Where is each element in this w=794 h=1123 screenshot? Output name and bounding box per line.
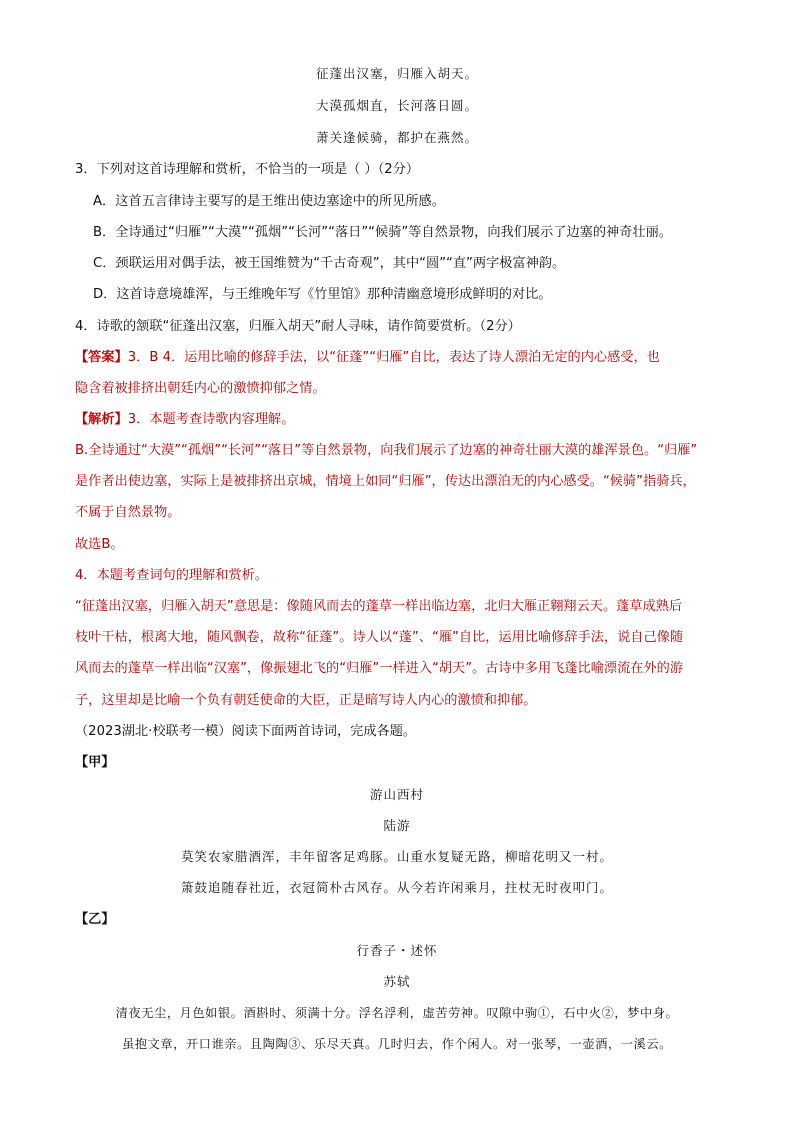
poem-line: 大漠孤烟直，长河落日圆。 [315, 98, 478, 113]
analysis-q4-head: 4．本题考查词句的理解和赏析。 [75, 568, 269, 583]
analysis-head: 3．本题考查诗歌内容理解。 [127, 412, 295, 427]
analysis-text: “征蓬出汉塞，归雁入胡天”意思是：像随风而去的蓬草一样出临边塞，北归大雁正翱翔云天。蓬草成熟后 [75, 599, 683, 614]
analysis-text: 是作者出使边塞，实际上是被排挤出京城，情境上如同“归雁”，传达出漂泊无的内心感受。“候骑”指骑兵， [75, 474, 696, 489]
answer-text: 3．B 4．运用比喻的修辞手法，以“征蓬”“归雁”自比，表达了诗人漂泊无定的内心感受，也 [127, 350, 660, 365]
option-c: C．颈联运用对偶手法，被王国维赞为“千古奇观”，其中“圆”“直”两字极富神韵。 [93, 256, 566, 271]
analysis-line [75, 413, 294, 426]
analysis-text: 枝叶干枯，根离大地，随风飘卷，故称“征蓬”。诗人以“蓬”、“雁”自比，运用比喻修辞手法，说自己像随 [75, 630, 684, 645]
poem-author: 陆游 [383, 818, 411, 833]
poem-jia-tag: 【甲】 [75, 755, 115, 770]
poem-line: 清夜无尘，月色如银。酒斟时、须满十分。浮名浮利，虚苦劳神。叹隙中驹①，石中火②，梦中身。 [115, 1006, 679, 1020]
question-3-stem: 3．下列对这首诗理解和赏析，不恰当的一项是（ ）（2分） [75, 162, 420, 177]
analysis-choose: 故选B。 [75, 537, 124, 552]
option-b: B．全诗通过“归雁”“大漠”“孤烟”“长河”“落日”“候骑”等自然景物，向我们展示了边塞的神奇壮丽。 [93, 225, 672, 240]
option-d: D．这首诗意境雄浑，与王维晚年写《竹里馆》那种清幽意境形成鲜明的对比。 [93, 287, 552, 302]
poem-line: 虽抱文章，开口谁亲。且陶陶③、乐尽天真。几时归去，作个闲人。对一张琴，一壶酒，一溪云。 [122, 1037, 672, 1051]
answer-line [75, 351, 660, 364]
poem-title: 游山西村 [369, 787, 424, 802]
option-a: A．这首五言律诗主要写的是王维出使边塞途中的所见所感。 [93, 194, 445, 209]
analysis-tag: 【解析】 [75, 412, 128, 427]
poem-line: 莫笑农家腊酒浑，丰年留客足鸡豚。山重水复疑无路，柳暗花明又一村。 [180, 849, 613, 864]
analysis-text: 不属于自然景物。 [75, 505, 181, 520]
analysis-text: 风而去的蓬草一样出临“汉塞”，像振翅北飞的“归雁”一样进入“胡天”。古诗中多用飞蓬比喻漂流在外的游 [75, 661, 684, 676]
question-4-stem: 4．诗歌的颔联“征蓬出汉塞，归雁入胡天”耐人寻味，请作简要赏析。（2分） [75, 319, 521, 334]
poem-title: 行香子・述怀 [356, 943, 438, 958]
answer-text: 隐含着被排挤出朝廷内心的激愤抑郁之情。 [75, 381, 326, 396]
answer-tag: 【答案】 [75, 350, 128, 365]
poem-line: 萧关逢候骑，都护在燕然。 [315, 130, 478, 145]
poem-line: 箫鼓追随春社近，衣冠简朴古风存。从今若许闲乘月，拄杖无时夜叩门。 [180, 880, 613, 895]
analysis-text: 子，这里却是比喻一个负有朝廷使命的大臣，正是暗写诗人内心的激愤和抑郁。 [75, 693, 537, 708]
poem-yi-tag: 【乙】 [75, 912, 115, 927]
analysis-text: B.全诗通过“大漠”“孤烟”“长河”“落日”等自然景物，向我们展示了边塞的神奇壮丽大漠的雄浑景色。“归雁” [75, 443, 698, 458]
poem-line: 征蓬出汉塞，归雁入胡天。 [315, 66, 478, 81]
section-intro: （2023湖北·校联考一模）阅读下面两首诗词，完成各题。 [75, 724, 417, 739]
poem-author: 苏轼 [383, 974, 411, 989]
